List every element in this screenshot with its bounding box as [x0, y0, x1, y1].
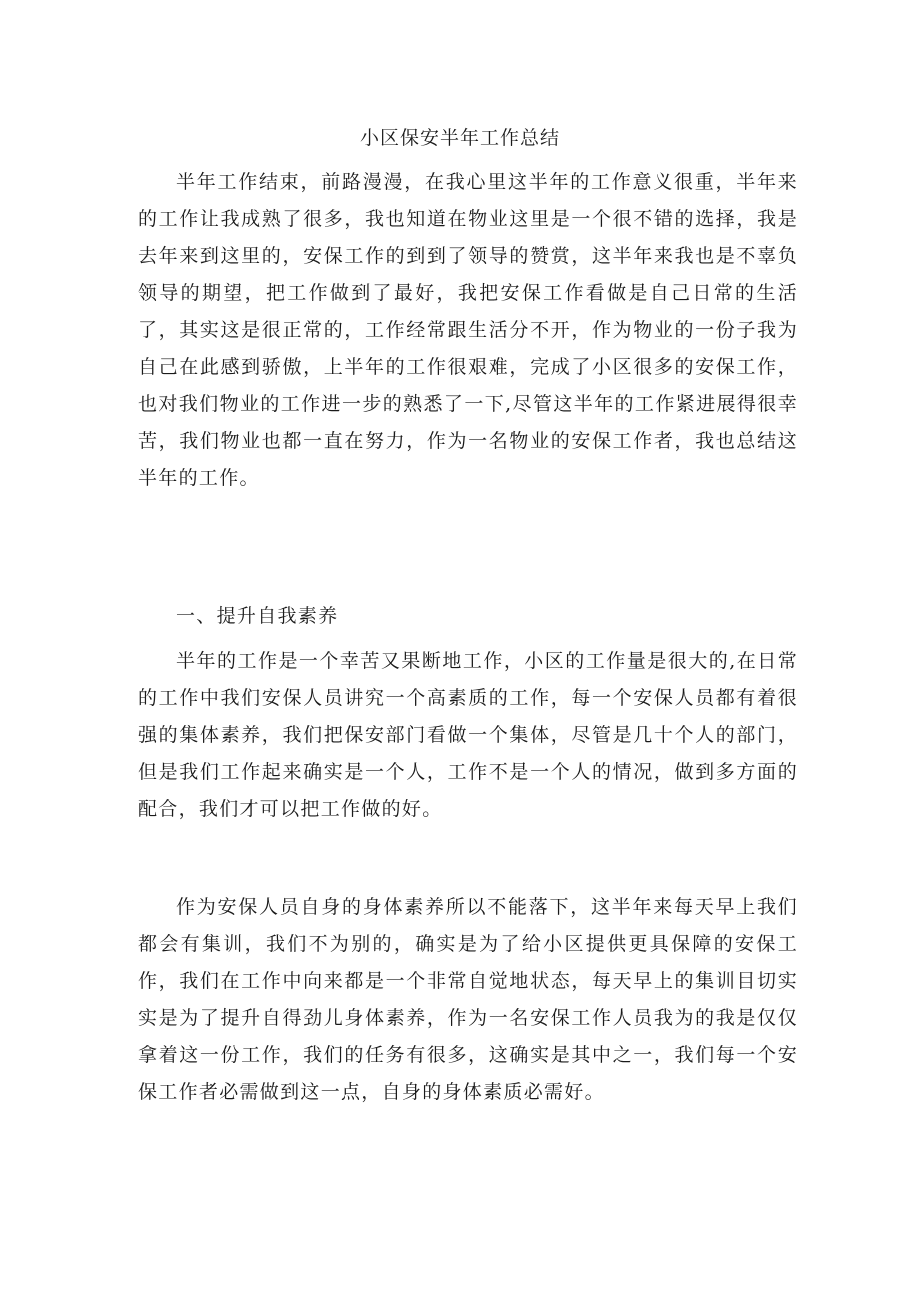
- section-heading-self-improvement: 一、提升自我素养: [176, 605, 339, 627]
- paragraph-teamwork: 半年的工作是一个幸苦又果断地工作，小区的工作量是很大的,在日常的工作中我们安保人员讲究一个高素质的工作，每一个安保人员都有着很强的集体素养，我们把保安部门看做一个集体，尽管是几十个人的部门，但是我们工作起来确实是一个人，工作不是一个人的情况，做到多方面的配合，我们才可以把工作做的好。: [138, 650, 798, 820]
- paragraph-physical-training: 作为安保人员自身的身体素养所以不能落下，这半年来每天早上我们都会有集训，我们不为别的，确实是为了给小区提供更具保障的安保工作，我们在工作中向来都是一个非常自觉地状态，每天早上的集训目切实实是为了提升自得劲儿身体素养，作为一名安保工作人员我为的我是仅仅拿着这一份工作，我们的任务有很多，这确实是其中之一，我们每一个安保工作者必需做到这一点，自身的身体素质必需好。: [138, 896, 798, 1103]
- document-title: 小区保安半年工作总结: [359, 127, 560, 149]
- paragraph-intro: 半年工作结束，前路漫漫，在我心里这半年的工作意义很重，半年来的工作让我成熟了很多，我也知道在物业这里是一个很不错的选择，我是去年来到这里的，安保工作的到到了领导的赞赏，这半年来我也是不辜负领导的期望，把工作做到了最好，我把安保工作看做是自己日常的生活了，其实这是很正常的，工作经常跟生活分不开，作为物业的一份子我为自己在此感到骄傲，上半年的工作很艰难，完成了小区很多的安保工作，也对我们物业的工作进一步的熟悉了一下,尽管这半年的工作紧进展得很幸苦，我们物业也都一直在努力，作为一名物业的安保工作者，我也总结这半年的工作。: [138, 171, 798, 489]
